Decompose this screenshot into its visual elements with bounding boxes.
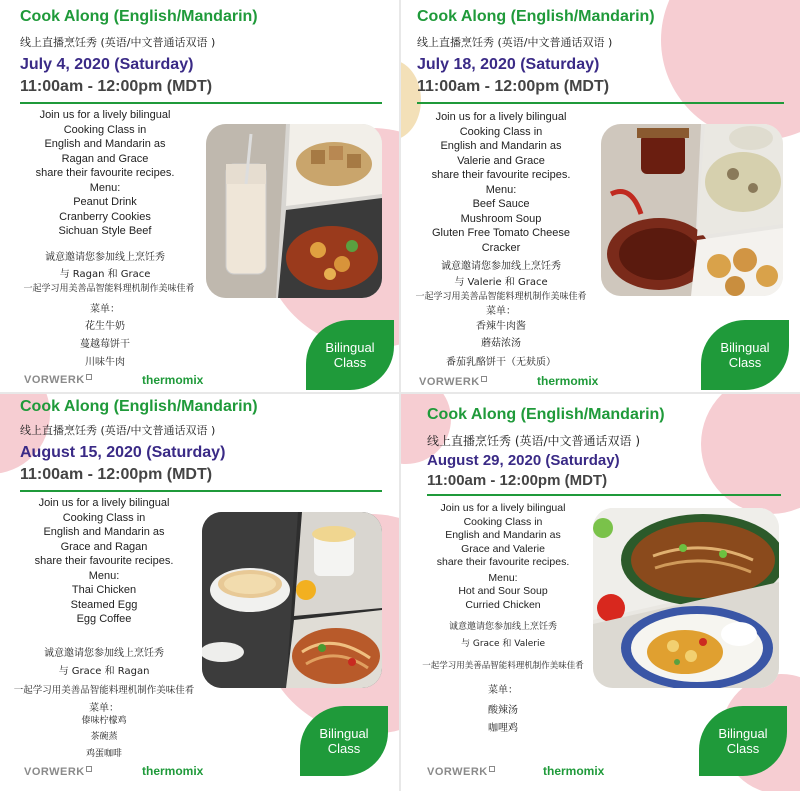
vorwerk-logo: VORWERK <box>24 374 92 386</box>
menu-item: Beef Sauce <box>472 198 530 210</box>
cook-along-card-july-4 <box>0 0 399 392</box>
cook-along-card-july-18 <box>401 0 800 392</box>
food-photo <box>593 508 779 688</box>
bilingual-class-badge: Bilingual Class <box>306 320 394 390</box>
menu-item: Mushroom Soup <box>460 212 542 225</box>
zh-invite: 诚意邀请您参加线上烹饪秀 <box>45 252 165 263</box>
menu-label: Menu: <box>488 571 518 584</box>
zh-menu-item: 蘑菇浓汤 <box>481 338 521 349</box>
zh-menu-item: 番茄乳酪饼干（无麸质） <box>446 357 556 368</box>
event-time: 11:00am - 12:00pm (MDT) <box>427 472 608 489</box>
zh-menu-item: 鸡蛋咖啡 <box>85 749 122 759</box>
menu-item: Peanut Drink <box>73 196 137 208</box>
card-title: Cook Along (English/Mandarin) <box>20 8 258 25</box>
zh-hosts: 与 Ragan 和 Grace <box>59 269 151 280</box>
menu-item: Curried Chicken <box>465 598 541 611</box>
horizontal-divider <box>0 392 800 394</box>
menu-item: Hot and Sour Soup <box>458 585 548 597</box>
zh-menu-item: 咖哩鸡 <box>488 723 518 734</box>
menu-item: Steamed Egg <box>70 598 138 611</box>
zh-menu-item: 茶碗蒸 <box>90 732 118 742</box>
bilingual-class-badge: Bilingual Class <box>699 706 787 776</box>
menu-item: Cranberry Cookies <box>59 210 151 223</box>
pink-blob <box>701 394 800 514</box>
thermomix-logo: thermomix <box>142 373 204 387</box>
vertical-divider <box>399 0 401 791</box>
zh-together: 一起学习用美善品智能料理机制作美味佳肴 <box>422 661 584 671</box>
divider-rule <box>20 490 382 492</box>
menu-label: Menu: <box>485 183 517 196</box>
card-title: Cook Along (English/Mandarin) <box>417 8 655 25</box>
menu-label: Menu: <box>89 181 121 194</box>
zh-menu-label: 菜单： <box>488 685 518 696</box>
recipe-photo-collage <box>593 508 779 688</box>
intro-text: Join us for a lively bilingual Cooking Class in English and Mandarin as Grace and Ragan share their favourite recipes. Menu: Thai Chicken Steamed Egg Egg Coffee <box>14 496 194 627</box>
thermomix-logo: thermomix <box>142 764 204 778</box>
food-photo <box>601 124 783 296</box>
zh-hosts: 与 Grace 和 Valerie <box>460 639 546 649</box>
thermomix-logo: thermomix <box>537 374 599 388</box>
vorwerk-logo: VORWERK <box>419 376 487 388</box>
event-date: August 15, 2020 (Saturday) <box>20 444 226 461</box>
event-time: 11:00am - 12:00pm (MDT) <box>20 78 213 95</box>
event-date: July 18, 2020 (Saturday) <box>417 56 600 73</box>
intro-text: Join us for a lively bilingual Cooking Class in English and Mandarin as Ragan and Grace share their favourite recipes. Menu: Peanut Drink Cranberry Cookies Sichuan Style Beef <box>20 108 190 239</box>
event-time: 11:00am - 12:00pm (MDT) <box>417 78 610 95</box>
recipe-photo-collage <box>206 124 382 298</box>
zh-menu-item: 香辣牛肉酱 <box>476 321 526 332</box>
zh-menu-item: 蔓越莓饼干 <box>80 339 130 350</box>
intro-text: Join us for a lively bilingual Cooking Class in English and Mandarin as Valerie and Grace share their favourite recipes. Menu: Beef Sauce Mushroom Soup Gluten Free Tomato Cheese Cracker <box>407 110 595 255</box>
card-title: Cook Along (English/Mandarin) <box>427 406 665 423</box>
bilingual-class-badge: Bilingual Class <box>300 706 388 776</box>
divider-rule <box>417 102 784 104</box>
menu-item: Sichuan Style Beef <box>58 225 152 237</box>
thermomix-logo: thermomix <box>543 764 605 778</box>
card-subtitle-zh: 线上直播烹饪秀 (英语/中文普通话双语 ) <box>417 36 613 49</box>
card-subtitle-zh: 线上直播烹饪秀 (英语/中文普通话双语 ) <box>427 434 641 448</box>
card-subtitle-zh: 线上直播烹饪秀 (英语/中文普通话双语 ) <box>20 424 216 437</box>
menu-item: Cracker <box>481 241 521 254</box>
cook-along-card-august-29 <box>401 394 800 791</box>
vorwerk-logo: VORWERK <box>427 766 495 778</box>
zh-invite: 诚意邀请您参加线上烹饪秀 <box>448 622 557 632</box>
recipe-photo-collage <box>202 512 382 688</box>
zh-invite: 诚意邀请您参加线上烹饪秀 <box>441 261 561 272</box>
zh-menu-item: 川味牛肉 <box>85 357 125 368</box>
recipe-photo-collage <box>601 124 783 296</box>
zh-together: 一起学习用美善品智能料理机制作美味佳肴 <box>23 284 195 294</box>
zh-together: 一起学习用美善品智能料理机制作美味佳肴 <box>13 685 195 696</box>
menu-item: Thai Chicken <box>71 584 137 596</box>
bilingual-class-badge: Bilingual Class <box>701 320 789 390</box>
card-subtitle-zh: 线上直播烹饪秀 (英语/中文普通话双语 ) <box>20 36 216 49</box>
zh-hosts: 与 Grace 和 Ragan <box>58 666 150 677</box>
event-date: July 4, 2020 (Saturday) <box>20 56 194 73</box>
zh-menu-item: 花生牛奶 <box>85 321 125 332</box>
zh-menu-label: 菜单： <box>486 306 516 317</box>
menu-label: Menu: <box>88 569 120 582</box>
zh-menu-item: 酸辣汤 <box>488 705 518 716</box>
menu-item: Gluten Free Tomato Cheese <box>432 227 570 239</box>
food-photo <box>202 512 382 688</box>
card-title: Cook Along (English/Mandarin) <box>20 398 258 415</box>
cook-along-card-august-15 <box>0 394 399 791</box>
pink-blob <box>661 0 800 140</box>
zh-hosts: 与 Valerie 和 Grace <box>454 277 548 288</box>
zh-menu-label: 菜单： <box>90 304 120 315</box>
zh-invite: 诚意邀请您参加线上烹饪秀 <box>44 648 164 659</box>
zh-menu-label: 菜单： <box>89 703 119 714</box>
zh-together: 一起学习用美善品智能料理机制作美味佳肴 <box>415 292 587 302</box>
divider-rule <box>20 102 382 104</box>
food-photo <box>206 124 382 298</box>
event-time: 11:00am - 12:00pm (MDT) <box>20 466 213 483</box>
zh-menu-item: 傣味柠檬鸡 <box>81 716 127 726</box>
intro-text: Join us for a lively bilingual Cooking Class in English and Mandarin as Grace and Valerie share their favourite recipes. Menu: Hot and Sour Soup Curried Chicken <box>415 502 591 612</box>
vorwerk-logo: VORWERK <box>24 766 92 778</box>
event-date: August 29, 2020 (Saturday) <box>427 452 620 469</box>
divider-rule <box>427 494 781 496</box>
menu-item: Egg Coffee <box>76 613 132 625</box>
